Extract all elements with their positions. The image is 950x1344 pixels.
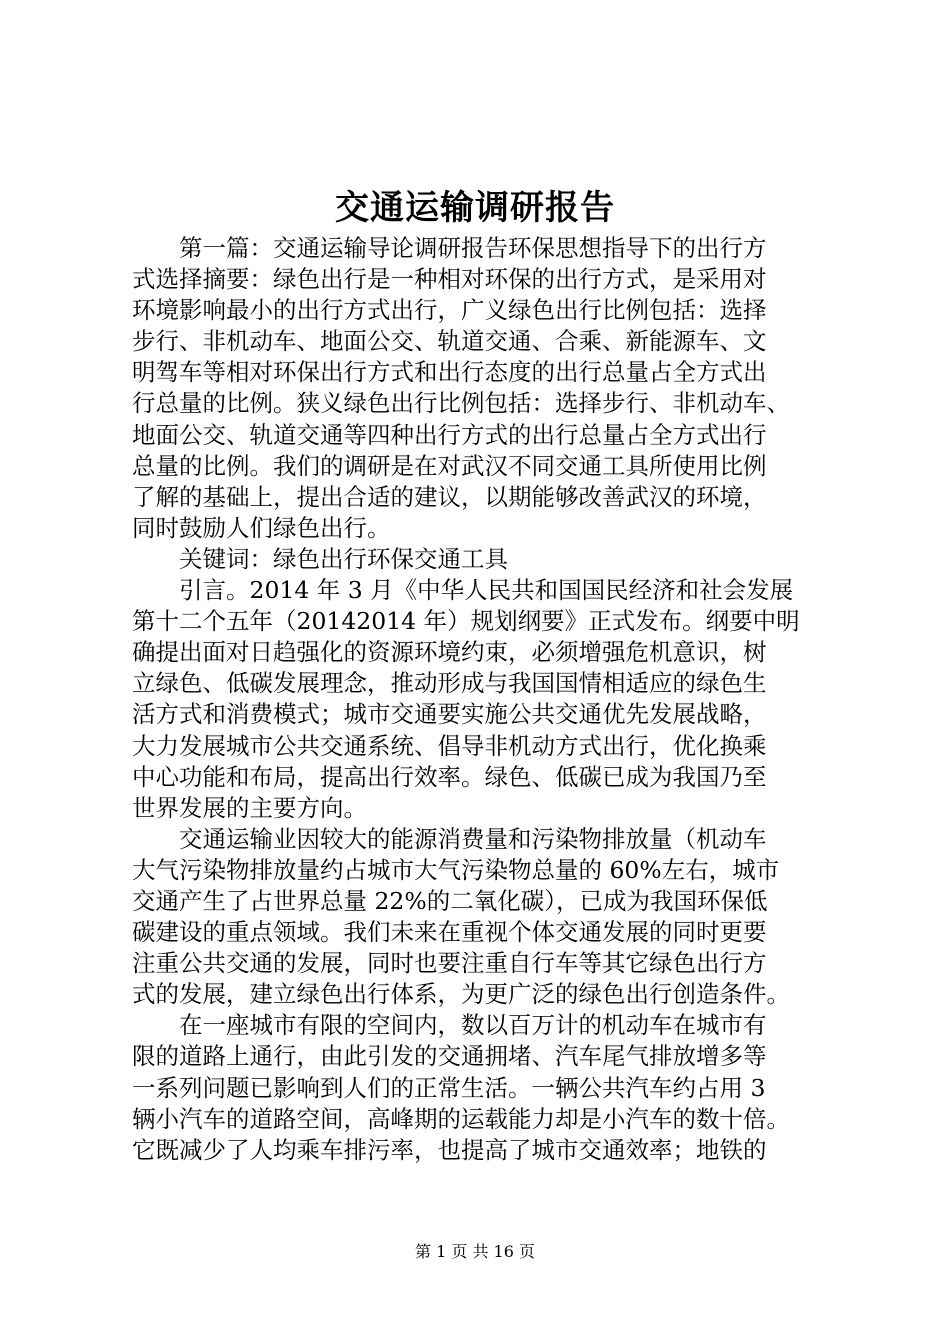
text-line: 同时鼓励人们绿色出行。 <box>132 513 391 542</box>
text-line: 交通运输业因较大的能源消费量和污染物排放量（机动车 <box>179 824 767 853</box>
paragraph-introduction <box>132 575 832 824</box>
text-line: 步行、非机动车、地面公交、轨道交通、合乘、新能源车、文 <box>132 327 767 356</box>
text-line: 活方式和消费模式；城市交通要实施公共交通优先发展战略， <box>132 700 767 729</box>
paragraph-urban-traffic <box>132 1010 832 1165</box>
text-line: 中心功能和布局，提高出行效率。绿色、低碳已成为我国乃至 <box>132 762 767 791</box>
text-line: 地面公交、轨道交通等四种出行方式的出行总量占全方式出行 <box>132 420 767 449</box>
text-line: 环境影响最小的出行方式出行，广义绿色出行比例包括：选择 <box>132 296 767 325</box>
paragraph-transport-emissions <box>132 824 832 1011</box>
text-line: 式选择摘要：绿色出行是一种相对环保的出行方式，是采用对 <box>132 265 767 294</box>
text-line: 总量的比例。我们的调研是在对武汉不同交通工具所使用比例 <box>132 451 767 480</box>
text-line: 大力发展城市公共交通系统、倡导非机动方式出行，优化换乘 <box>132 731 767 760</box>
text-line: 世界发展的主要方向。 <box>132 793 367 822</box>
text-line: 它既减少了人均乘车排污率，也提高了城市交通效率；地铁的 <box>132 1135 767 1164</box>
text-line: 辆小汽车的道路空间，高峰期的运载能力却是小汽车的数十倍。 <box>132 1104 790 1133</box>
text-line: 碳建设的重点领域。我们未来在重视个体交通发展的同时更要 <box>132 918 767 947</box>
paragraph-abstract <box>132 233 832 544</box>
text-line: 第十二个五年（20142014 年）规划纲要》正式发布。纲要中明 <box>132 607 800 636</box>
text-line: 行总量的比例。狭义绿色出行比例包括：选择步行、非机动车、 <box>132 389 790 418</box>
text-line: 式的发展，建立绿色出行体系，为更广泛的绿色出行创造条件。 <box>132 980 790 1009</box>
text-line: 注重公共交通的发展，同时也要注重自行车等其它绿色出行方 <box>132 949 767 978</box>
text-line: 第一篇：交通运输导论调研报告环保思想指导下的出行方 <box>179 234 767 262</box>
text-line: 大气污染物排放量约占城市大气污染物总量的 60%左右，城市 <box>132 855 780 884</box>
document-body <box>132 233 832 1166</box>
text-line: 了解的基础上，提出合适的建议，以期能够改善武汉的环境， <box>132 482 767 511</box>
text-line: 立绿色、低碳发展理念，推动形成与我国国情相适应的绿色生 <box>132 669 767 698</box>
page-number-footer: 第 1 页 共 16 页 <box>415 1242 535 1261</box>
text-line: 引言。2014 年 3 月《中华人民共和国国民经济和社会发展 <box>179 576 794 605</box>
text-line: 关键词：绿色出行环保交通工具 <box>179 544 508 573</box>
text-line: 限的道路上通行，由此引发的交通拥堵、汽车尾气排放增多等 <box>132 1042 767 1071</box>
text-line: 明驾车等相对环保出行方式和出行态度的出行总量占全方式出 <box>132 358 767 387</box>
paragraph-keywords <box>132 544 832 575</box>
text-line: 一系列问题已影响到人们的正常生活。一辆公共汽车约占用 3 <box>132 1073 766 1102</box>
text-line: 确提出面对日趋强化的资源环境约束，必须增强危机意识，树 <box>132 638 767 667</box>
text-line: 交通产生了占世界总量 22%的二氧化碳），已成为我国环保低 <box>132 886 768 915</box>
document-title: 交通运输调研报告 <box>335 188 615 228</box>
text-line: 在一座城市有限的空间内，数以百万计的机动车在城市有 <box>179 1011 767 1040</box>
